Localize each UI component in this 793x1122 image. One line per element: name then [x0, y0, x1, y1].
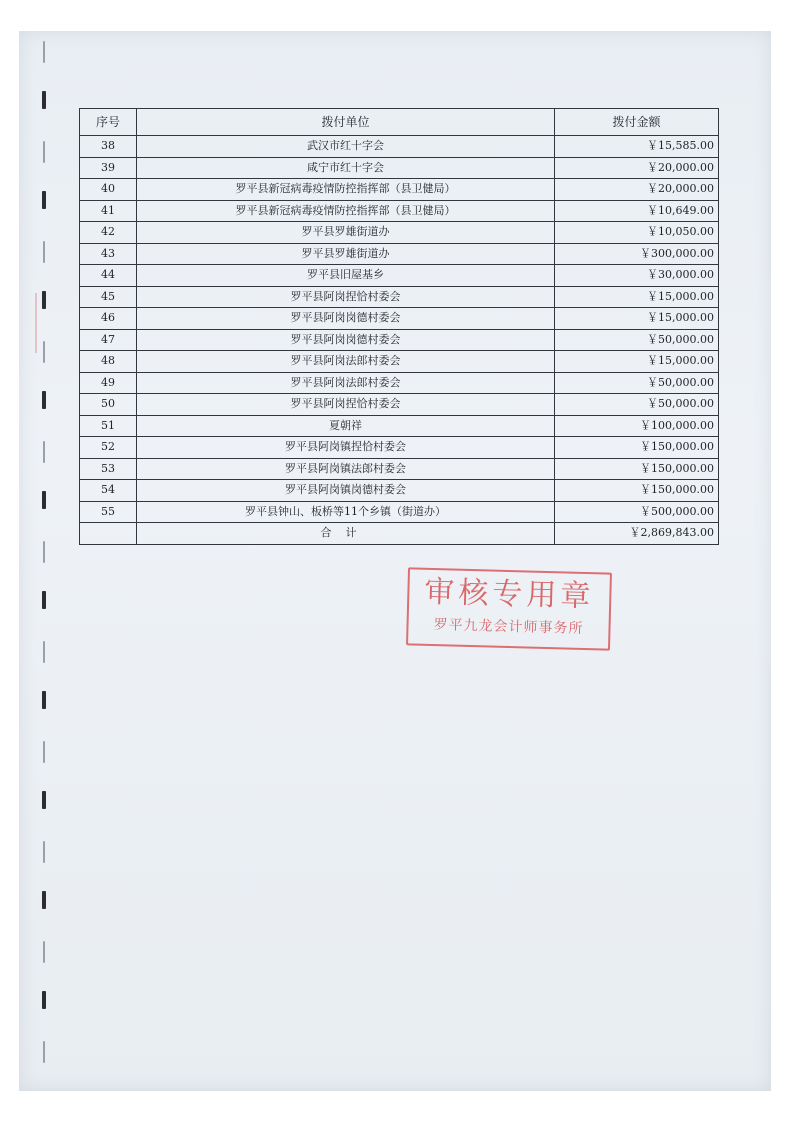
header-unit: 拨付单位 — [137, 109, 555, 136]
row-unit-cell: 罗平县罗雄街道办 — [137, 222, 555, 244]
table-row — [80, 372, 719, 394]
row-seq-cell: 40 — [80, 179, 137, 201]
table-row — [80, 265, 719, 287]
table-row — [80, 136, 719, 158]
row-unit-cell: 罗平县阿岗镇岗德村委会 — [137, 480, 555, 502]
row-amount-cell: ￥500,000.00 — [555, 501, 719, 523]
row-unit-cell: 罗平县阿岗岗德村委会 — [137, 308, 555, 330]
edge-stamp-fragment — [19, 293, 37, 353]
row-unit-cell: 罗平县阿岗镇法郎村委会 — [137, 458, 555, 480]
disbursement-table — [79, 108, 719, 545]
table-row — [80, 222, 719, 244]
row-seq-cell: 52 — [80, 437, 137, 459]
table-row — [80, 308, 719, 330]
row-seq-cell: 47 — [80, 329, 137, 351]
header-amount: 拨付金额 — [555, 109, 719, 136]
binding-hole — [42, 91, 46, 109]
binding-hole — [43, 541, 45, 563]
row-amount-cell: ￥150,000.00 — [555, 458, 719, 480]
binding-hole — [42, 891, 46, 909]
row-unit-cell: 武汉市红十字会 — [137, 136, 555, 158]
table-row — [80, 243, 719, 265]
binding-hole — [43, 41, 45, 63]
row-amount-cell: ￥300,000.00 — [555, 243, 719, 265]
binding-hole — [43, 1041, 45, 1063]
binding-hole — [43, 241, 45, 263]
binding-hole — [42, 191, 46, 209]
row-seq-cell: 45 — [80, 286, 137, 308]
binding-hole — [43, 741, 45, 763]
binding-hole — [43, 641, 45, 663]
binding-hole — [43, 941, 45, 963]
binding-hole — [42, 591, 46, 609]
row-amount-cell: ￥20,000.00 — [555, 157, 719, 179]
row-unit-cell: 夏朝祥 — [137, 415, 555, 437]
table-row — [80, 394, 719, 416]
row-seq-cell: 53 — [80, 458, 137, 480]
binding-hole — [43, 341, 45, 363]
table-row — [80, 415, 719, 437]
audit-stamp — [406, 567, 612, 650]
stamp-org: 罗平九龙会计师事务所 — [433, 617, 584, 637]
total-seq-cell — [80, 523, 137, 545]
row-unit-cell: 罗平县阿岗捏恰村委会 — [137, 394, 555, 416]
table-row — [80, 329, 719, 351]
row-unit-cell: 罗平县新冠病毒疫情防控指挥部（县卫健局） — [137, 179, 555, 201]
row-amount-cell: ￥15,585.00 — [555, 136, 719, 158]
total-row — [80, 523, 719, 545]
binding-hole — [42, 291, 46, 309]
row-unit-cell: 罗平县阿岗捏恰村委会 — [137, 286, 555, 308]
row-unit-cell: 罗平县新冠病毒疫情防控指挥部（县卫健局） — [137, 200, 555, 222]
row-seq-cell: 41 — [80, 200, 137, 222]
table-header-row — [80, 109, 719, 136]
table-row — [80, 501, 719, 523]
row-unit-cell: 罗平县阿岗法郎村委会 — [137, 372, 555, 394]
table-row — [80, 437, 719, 459]
table-row — [80, 351, 719, 373]
row-amount-cell: ￥10,050.00 — [555, 222, 719, 244]
row-amount-cell: ￥30,000.00 — [555, 265, 719, 287]
binding-hole — [43, 841, 45, 863]
row-amount-cell: ￥50,000.00 — [555, 372, 719, 394]
row-seq-cell: 44 — [80, 265, 137, 287]
row-seq-cell: 42 — [80, 222, 137, 244]
row-amount-cell: ￥150,000.00 — [555, 437, 719, 459]
binding-hole — [42, 691, 46, 709]
table-row — [80, 157, 719, 179]
total-label: 合计 — [137, 523, 555, 545]
binding-hole — [43, 141, 45, 163]
row-seq-cell: 49 — [80, 372, 137, 394]
row-amount-cell: ￥100,000.00 — [555, 415, 719, 437]
total-amount: ￥2,869,843.00 — [555, 523, 719, 545]
row-seq-cell: 48 — [80, 351, 137, 373]
binding-hole — [43, 441, 45, 463]
header-seq: 序号 — [80, 109, 137, 136]
row-seq-cell: 55 — [80, 501, 137, 523]
row-amount-cell: ￥20,000.00 — [555, 179, 719, 201]
row-seq-cell: 43 — [80, 243, 137, 265]
table-row — [80, 458, 719, 480]
row-unit-cell: 罗平县阿岗岗德村委会 — [137, 329, 555, 351]
row-seq-cell: 50 — [80, 394, 137, 416]
row-seq-cell: 54 — [80, 480, 137, 502]
row-seq-cell: 39 — [80, 157, 137, 179]
binding-hole — [42, 791, 46, 809]
row-amount-cell: ￥50,000.00 — [555, 329, 719, 351]
stamp-title: 审核专用章 — [423, 574, 595, 615]
row-unit-cell: 罗平县钟山、板桥等11个乡镇（街道办） — [137, 501, 555, 523]
row-amount-cell: ￥10,649.00 — [555, 200, 719, 222]
row-amount-cell: ￥150,000.00 — [555, 480, 719, 502]
row-seq-cell: 51 — [80, 415, 137, 437]
row-seq-cell: 46 — [80, 308, 137, 330]
table-row — [80, 200, 719, 222]
row-unit-cell: 罗平县罗雄街道办 — [137, 243, 555, 265]
binding-hole — [42, 491, 46, 509]
row-unit-cell: 罗平县旧屋基乡 — [137, 265, 555, 287]
binding-hole — [42, 391, 46, 409]
row-amount-cell: ￥15,000.00 — [555, 286, 719, 308]
binding-hole — [42, 991, 46, 1009]
row-unit-cell: 罗平县阿岗法郎村委会 — [137, 351, 555, 373]
table-row — [80, 286, 719, 308]
table-row — [80, 179, 719, 201]
table-row — [80, 480, 719, 502]
row-unit-cell: 咸宁市红十字会 — [137, 157, 555, 179]
row-amount-cell: ￥15,000.00 — [555, 308, 719, 330]
row-amount-cell: ￥50,000.00 — [555, 394, 719, 416]
row-seq-cell: 38 — [80, 136, 137, 158]
row-amount-cell: ￥15,000.00 — [555, 351, 719, 373]
row-unit-cell: 罗平县阿岗镇捏恰村委会 — [137, 437, 555, 459]
